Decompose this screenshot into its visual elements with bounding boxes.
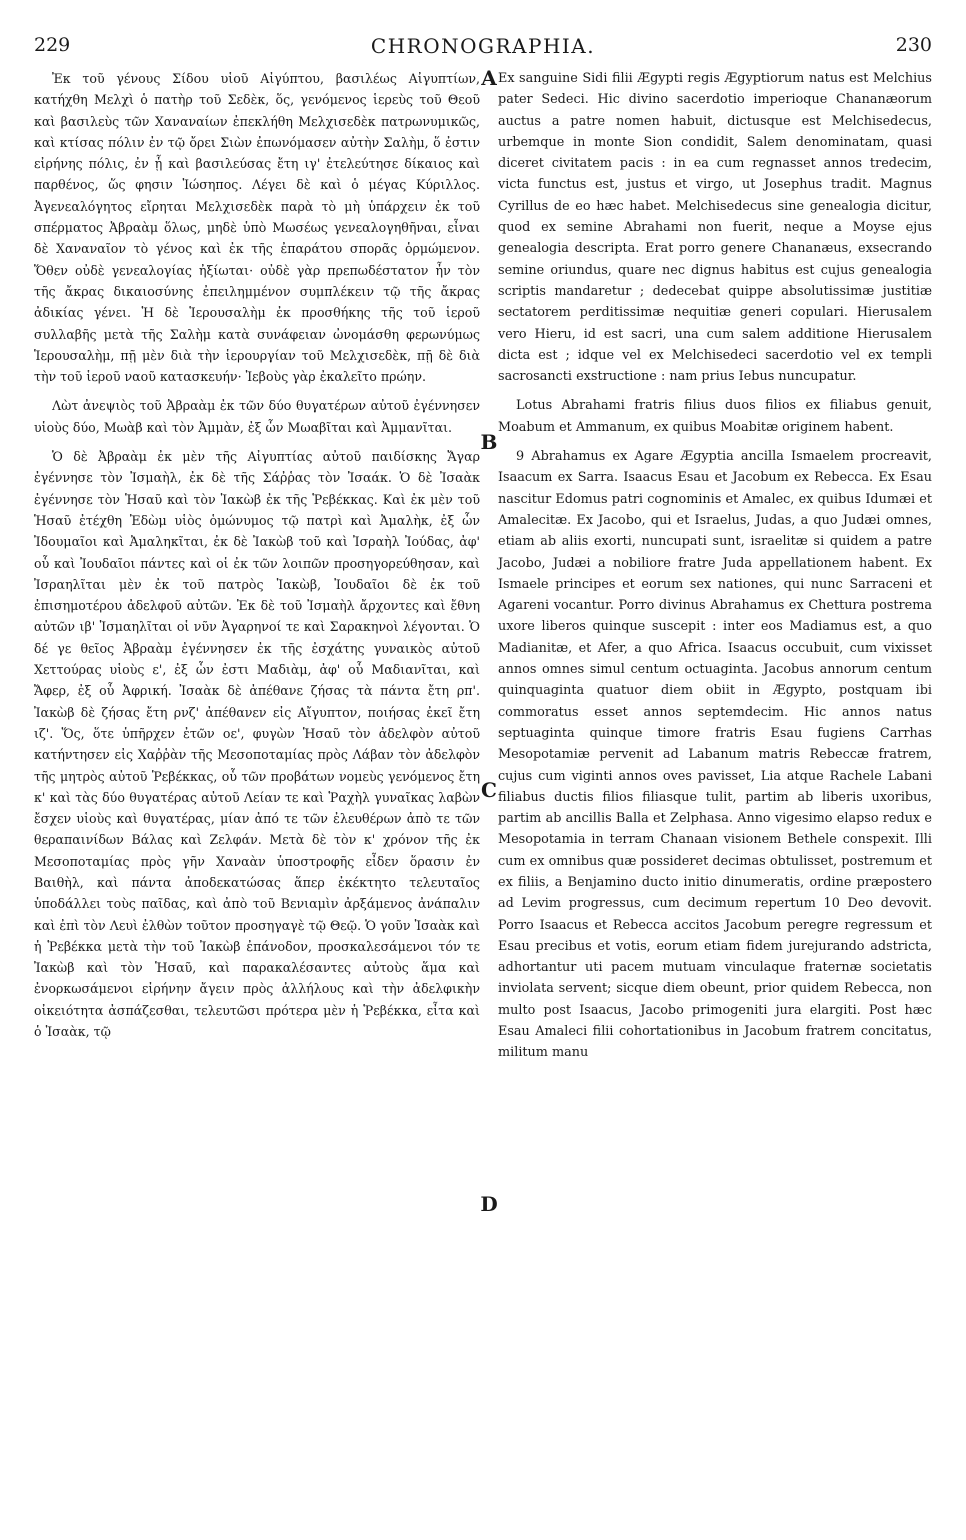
running-title: CHRONOGRAPHIA. [370,34,596,58]
greek-paragraph: Λὼτ ἀνεψιὸς τοῦ Ἀβραὰμ ἐκ τῶν δύο θυγατέρων αὐτοῦ ἐγέννησεν υἱοὺς δύο, Μωὰβ καὶ τὸν Ἀμμὰν, ἐξ ὧν Μωαβῖται καὶ Ἀμμανῖται. [34,398,480,435]
margin-letter-b: B [480,430,498,454]
greek-paragraph: Ἐκ τοῦ γένους Σίδου υἱοῦ Αἰγύπτου, βασιλέως Αἰγυπτίων, κατήχθη Μελχὶ ὁ πατὴρ τοῦ Σεδὲκ, ὅς, γενόμενος ἱερεὺς τοῦ Θεοῦ καὶ βασιλεὺς τῶν Χαναναίων ἐπεκλήθη Μελχισεδὲκ πατρωνυμικῶς, καὶ κτίσας πόλιν ἐν τῷ ὄρει Σιὼν ἐπωνόμασεν αὐτὴν Σαλὴμ, ὅ ἐστιν εἰρήνης πόλις, ἐν ᾗ καὶ βασιλεύσας ἔτη ιγ' ἐτελεύτησε δίκαιος καὶ παρθένος, ὥς φησιν Ἰώσηπος. Λέγει δὲ καὶ ὁ μέγας Κύριλλος. Ἀγενεαλόγητος εἴρηται Μελχισεδὲκ παρὰ τὸ μὴ ὑπάρχειν ἐκ τοῦ σπέρματος Ἀβραὰμ ὅλως, μηδὲ ὑπὸ Μωσέως γενεαλογηθῆναι, εἶναι δὲ Χαναναῖον τὸ γένος καὶ ἐκ τῆς ἐπαράτου σπορᾶς ὁρμώμενον. Ὅθεν οὐδὲ γενεαλογίας ἠξίωται· οὐδὲ γὰρ πρεπωδέστατον ἦν τὸν τῆς ἄκρας δικαιοσύνης ἐπειλημμένον συμπλέκειν τῷ τῆς ἄκρας ἀδικίας γένει. Ἡ δὲ Ἱερουσαλὴμ ἐκ προσθήκης τῆς τοῦ ἱεροῦ συλλαβῆς μετὰ τῆς Σαλὴμ κατὰ συνάφειαν ὠνομάσθη φερωνύμως Ἱερουσαλὴμ, πῇ μὲν διὰ τὴν ἱερουργίαν τοῦ Μελχισεδὲκ, πῇ δὲ διὰ τὴν τοῦ ἱεροῦ ναοῦ κατασκευήν· Ἰεβοὺς γὰρ ἐκαλεῖτο πρώην. [34,71,480,385]
margin-letter-c: C [481,778,497,802]
margin-letter-d: D [480,1192,498,1216]
latin-paragraph: Lotus Abrahami fratris filius duos filios ex filiabus genuit, Moabum et Ammanum, ex quibus Moabitæ originem habent. [498,398,932,435]
latin-column [498,68,932,1064]
margin-letter-a: A [481,66,497,90]
latin-paragraph: 9 Abrahamus ex Agare Ægyptia ancilla Ismaelem procreavit, Isaacum ex Sarra. Isaacus Esau et Jacobum ex Rebecca. Ex Esau nascitur Edomus patri cognominis et Amalec, ex quibus Idumæi et Amalecitæ. Ex Jacobo, qui et Israelus, Judas, a quo Judæi omnes, etiam ab aliis exorti, nuncupati sunt, israelitæ si quidem a patre Jacobo, Judæi a nobiliore fratre Juda appellationem habent. Ex Ismaele principes et eorum sex nationes, qui nunc Sarraceni et Agareni vocantur. Porro divinus Abrahamus ex Chettura postrema uxore liberos quinque suscepit : inter eos Madiamus est, a quo Madianitæ, et Afer, a quo Africa. Isaacus occubuit, cum vixisset annos omnes simul centum octuaginta. Jacobus annorum centum quinquaginta quatuor diem obiit in Ægypto, postquam ibi commoratus esset annos septemdecim. Hic annos natus septuaginta quinque timore fratris Esau fugiens Carrhas Mesopotamiæ pervenit ad Labanum matris Rebeccæ fratrem, cujus cum viginti annos oves pavisset, Lia atque Rachele Labani filiabus ductis filios filiasque tulit, partim ab liberis uxoribus, partim ab ancillis Balla et Zelphasa. Anno vigesimo elapso redux e Mesopotamia in terram Chanaan visionem Bethele conspexit. Illi cum ex omnibus quæ possideret decimas obtulisset, postremum et ex filiis, a Benjamino ducto initio dinumeratis, ordine præpostero ad Levim progressus, cum decimum repertum 10 Deo devovit. Porro Isaacus et Rebecca accitos Jacobum peregre regressum et Esau precibus et votis, eorum etiam fidem jurejurando adstricta, adhortantur uti pacem mutuam vinculaque fraternæ societatis inviolata servent; sicque diem obeunt, prior quidem Rebecca, non multo post Isaacus, Jacobo primogeniti jura elargiti. Post hæc Esau Amaleci filii cohortationibus in Jacobum fratrem concitatus, militum manu [498,449,932,1061]
running-header [34,34,932,64]
greek-column [34,68,480,1042]
page-number-left: 229 [34,34,71,56]
page-number-right: 230 [895,34,932,56]
greek-paragraph: Ὁ δὲ Ἀβραὰμ ἐκ μὲν τῆς Αἰγυπτίας αὐτοῦ παιδίσκης Ἄγαρ ἐγέννησε τὸν Ἰσμαὴλ, ἐκ δὲ τῆς Σάῤῥας τὸν Ἰσαάκ. Ὁ δὲ Ἰσαὰκ ἐγέννησε τὸν Ἡσαῦ καὶ τὸν Ἰακὼβ ἐκ τῆς Ῥεβέκκας. Καὶ ἐκ μὲν τοῦ Ἡσαῦ ἐτέχθη Ἐδὼμ υἱὸς ὁμώνυμος τῷ πατρὶ καὶ Ἀμαλὴκ, ἐξ ὧν Ἰδουμαῖοι καὶ Ἀμαληκῖται, ἐκ δὲ Ἰακὼβ τοῦ καὶ Ἰσραὴλ Ἰούδας, ἀφ' οὗ καὶ Ἰουδαῖοι πάντες καὶ οἱ ἐκ τῶν λοιπῶν προσηγορεύθησαν, καὶ Ἰσραηλῖται μὲν ἐκ τοῦ πατρὸς Ἰακὼβ, Ἰουδαῖοι δὲ ἐκ τοῦ ἐπισημοτέρου ἀδελφοῦ αὐτῶν. Ἐκ δὲ τοῦ Ἰσμαὴλ ἄρχοντες καὶ ἔθνη αὐτῶν ιβ' Ἰσμαηλῖται οἱ νῦν Ἀγαρηνοί τε καὶ Σαρακηνοὶ λέγονται. Ὁ δέ γε θεῖος Ἀβραὰμ ἐγέννησεν ἐκ τῆς ἐσχάτης γυναικὸς αὐτοῦ Χεττούρας υἱοὺς ε', ἐξ ὧν ἐστι Μαδιὰμ, ἀφ' οὗ Μαδιανῖται, καὶ Ἄφερ, ἐξ οὗ Ἀφρική. Ἰσαὰκ δὲ ἀπέθανε ζήσας τὰ πάντα ἔτη ρπ'. Ἰακὼβ δὲ ζήσας ἔτη ρνζ' ἀπέθανεν εἰς Αἴγυπτον, ποιήσας ἐκεῖ ἔτη ιζ'. Ὅς, ὅτε ὑπῆρχεν ἐτῶν οε', φυγὼν Ἡσαῦ τὸν ἀδελφὸν αὐτοῦ κατήντησεν εἰς Χαῤῥὰν τῆς Μεσοποταμίας πρὸς Λάβαν τὸν ἀδελφὸν τῆς μητρὸς αὐτοῦ Ῥεβέκκας, οὗ τῶν προβάτων νομεὺς γενόμενος ἔτη κ' καὶ τὰς δύο θυγατέρας αὐτοῦ Λείαν τε καὶ Ῥαχὴλ γυναῖκας λαβὼν ἔσχεν υἱοὺς καὶ θυγατέρας, μίαν ἀπό τε τῶν ἐλευθέρων ἀπὸ τε τῶν θεραπαινίδων Βάλας καὶ Ζελφάν. Μετὰ δὲ τὸν κ' χρόνον τῆς ἐκ Μεσοποταμίας πρὸς γῆν Χαναὰν ὑποστροφῆς εἶδεν ὅρασιν ἐν Βαιθὴλ, καὶ πάντα ἀποδεκατώσας ἅπερ ἐκέκτητο τελευταῖος ὑποδάλλει τοὺς παῖδας, καὶ ἀπὸ τοῦ Βενιαμὶν ἀρξάμενος ἀνάπαλιν καὶ ἐπὶ τὸν Λευὶ ἐλθὼν τοῦτον προσηγαγὲ τῷ Θεῷ. Ὁ γοῦν Ἰσαὰκ καὶ ἡ Ῥεβέκκα μετὰ τὴν τοῦ Ἰακὼβ ἐπάνοδον, προσκαλεσάμενοι τόν τε Ἰακὼβ καὶ τὸν Ἡσαῦ, καὶ παρακαλέσαντες αὐτοὺς ἅμα καὶ ἐνορκωσάμενοι εἰρήνην ἄγειν πρὸς ἀλλήλους καὶ τὴν ἀδελφικὴν οἰκειότητα ἀσπάζεσθαι, τελευτῶσι πρότερα μὲν ἡ Ῥεβέκκα, εἶτα καὶ ὁ Ἰσαὰκ, τῷ [34,449,480,1040]
latin-paragraph: Ex sanguine Sidi filii Ægypti regis Ægyptiorum natus est Melchius pater Sedeci. Hic divino sacerdotio imperioque Chananæorum auctus a patre nomen habuit, dictusque est Melchisedecus, urbemque in monte Sion condidit, Salem denominatam, quasi diceret civitatem pacis : in ea cum regnasset annos tredecim, victa functus est, justus et virgo, ut Josephus tradit. Magnus Cyrillus de eo hæc habet. Melchisedecus sine genealogia dicitur, quod ex semine Abrahami non fuerit, neque a Moyse ejus genealogia descripta. Erat porro genere Chananæus, exsecrando semine oriundus, quare nec dignus habitus est cujus genealogia scriptis mandaretur ; dedecebat quippe absolutissimæ justitiæ sectatorem perditissimæ nequitiæ generi copulari. Hierusalem vero Hieru, id est sacri, una cum salem additione Hierusalem dicta est ; idque vel ex Melchisedeci sacerdotio vel ex templi sacrosancti exstructione : nam prius Iebus nuncupatur. [498,71,932,385]
